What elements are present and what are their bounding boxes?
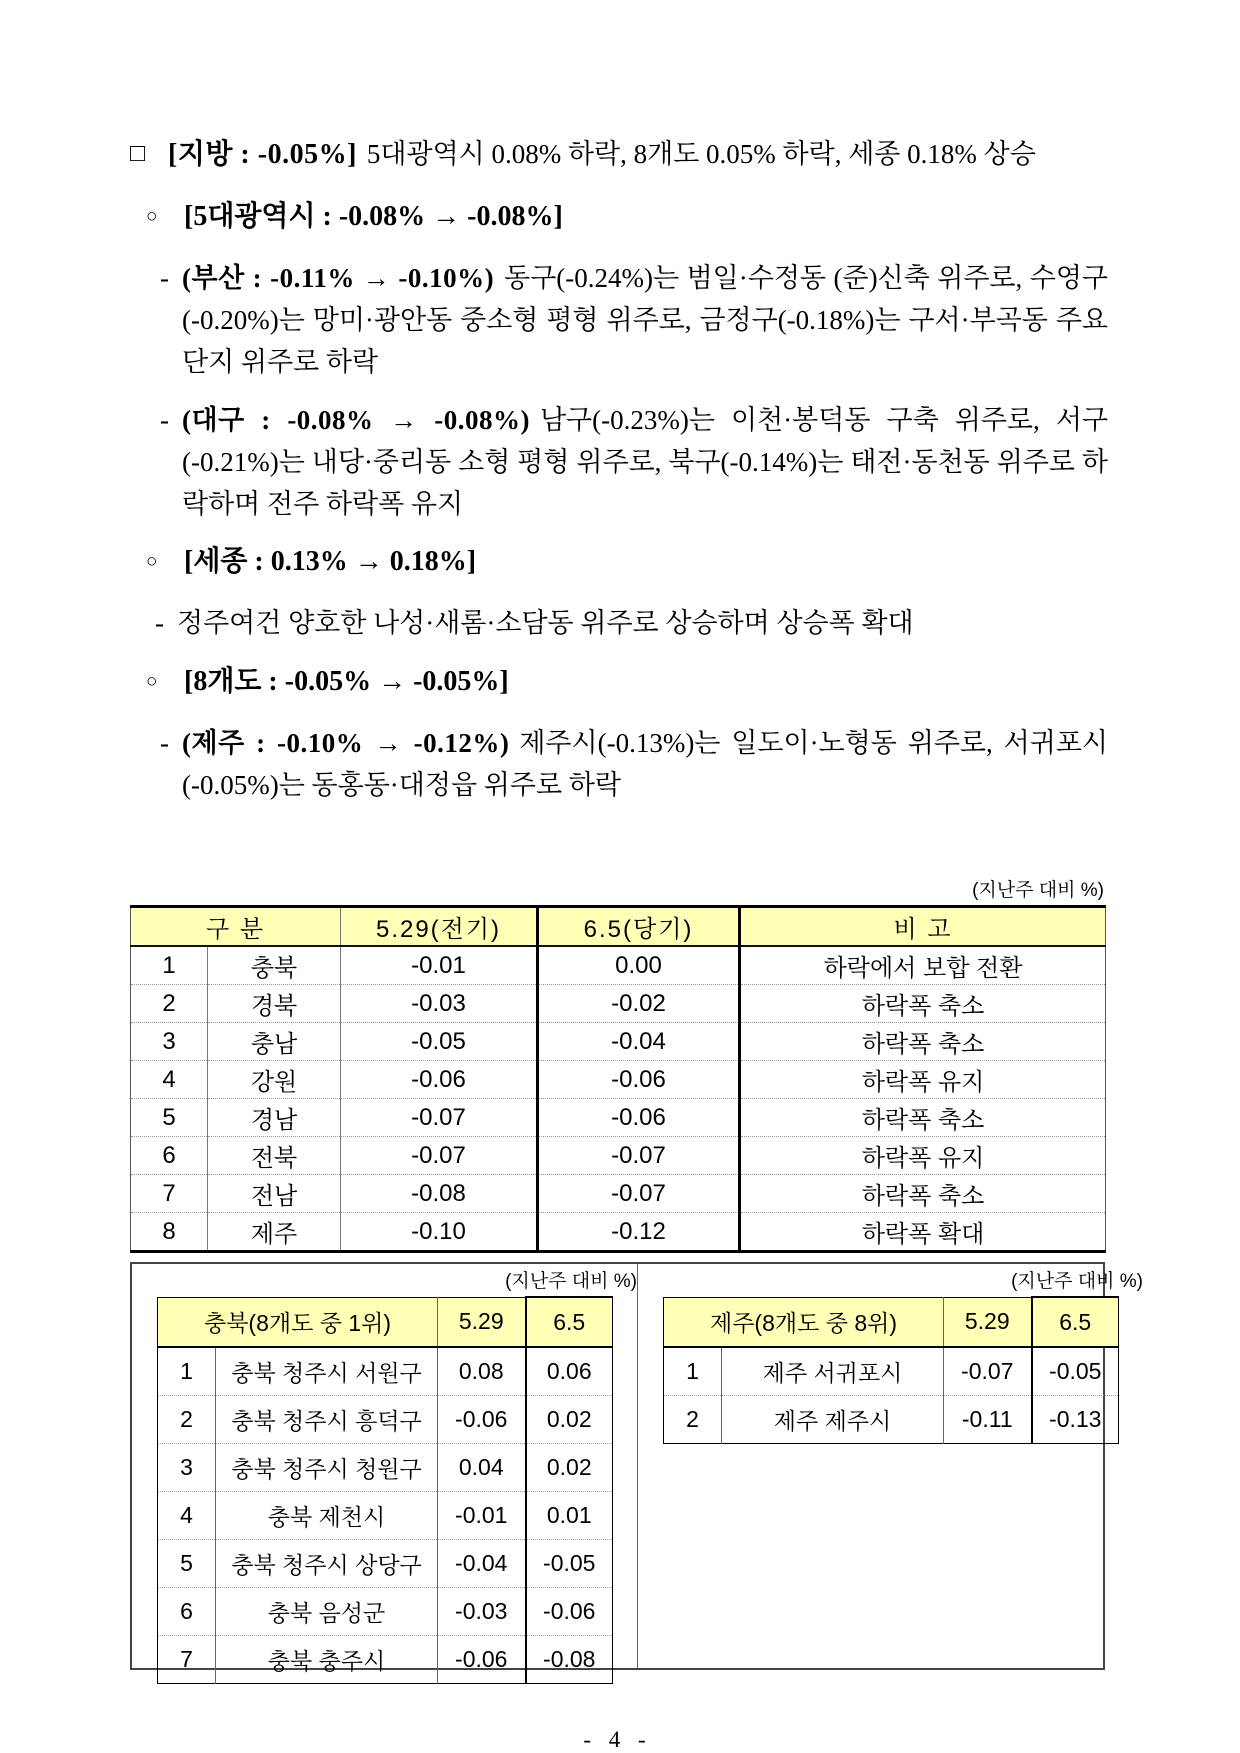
cell-curr: -0.08: [526, 1636, 613, 1684]
table-row: [158, 1636, 613, 1684]
para-text: [182, 399, 1108, 525]
cell-region: 제주 제주시: [722, 1396, 944, 1444]
table-header: [131, 907, 1106, 947]
dash-bullet-icon: -: [160, 728, 169, 758]
cell-curr: -0.13: [1032, 1396, 1119, 1444]
para-text: [182, 257, 1108, 383]
cell-note: 하락폭 유지: [740, 1137, 1106, 1175]
cell-curr: -0.04: [538, 1023, 740, 1061]
cell-region: 경남: [208, 1099, 341, 1137]
table-header: [664, 1297, 1119, 1347]
col-header-title: 충북(8개도 중 1위): [158, 1297, 438, 1347]
para-text: 정주여건 양호한 나성·새롬·소담동 위주로 상승하며 상승폭 확대: [177, 608, 914, 638]
table-row: [131, 1061, 1106, 1099]
cell-prev: -0.06: [438, 1396, 526, 1444]
cell-curr: -0.07: [538, 1137, 740, 1175]
cell-curr: -0.02: [538, 985, 740, 1023]
cell-prev: -0.03: [438, 1588, 526, 1636]
jeju-rate-bold: (제주 : -0.10% → -0.12%): [182, 728, 510, 758]
col-header-curr: 6.5(당기): [538, 907, 740, 947]
cell-region: 충북 청주시 청원구: [216, 1444, 438, 1492]
cell-prev: -0.01: [341, 946, 538, 985]
para-text: [5대광역시 : -0.08% → -0.08%]: [184, 201, 563, 232]
cell-curr: 0.01: [526, 1492, 613, 1540]
para-5metro-heading: [130, 196, 1108, 238]
table-row: [131, 985, 1106, 1023]
table-row: [664, 1347, 1119, 1396]
cell-curr: -0.06: [538, 1099, 740, 1137]
cell-rank: 6: [158, 1588, 216, 1636]
unit-caption: (지난주 대비 %): [505, 1271, 637, 1292]
jeju-rest: 제주시(-0.13%)는 일도이·노형동 위주로, 서귀포시(-0.05%)는 동홍동·대정읍 위주로 하락: [182, 728, 1108, 800]
para-jeju: [130, 722, 1108, 806]
table-row: [664, 1396, 1119, 1444]
cell-region: 전남: [208, 1175, 341, 1213]
cell-rank: 1: [686, 1358, 699, 1384]
cell-curr: -0.05: [526, 1540, 613, 1588]
col-header-title: 제주(8개도 중 8위): [664, 1297, 944, 1347]
circle-bullet-icon: ○: [146, 551, 158, 572]
cell-curr: -0.12: [538, 1213, 740, 1252]
cell-rank: 7: [131, 1175, 208, 1213]
para-sejong-heading: [130, 541, 1108, 583]
cell-region: 충남: [208, 1023, 341, 1061]
jibang-rest: 5대광역시 0.08% 하락, 8개도 0.05% 하락, 세종 0.18% 상승: [366, 139, 1036, 169]
para-daegu: [130, 399, 1108, 525]
circle-bullet-icon: ○: [146, 206, 158, 227]
table-row: [158, 1492, 613, 1540]
table-body: [664, 1347, 1119, 1444]
cell-rank: 1: [162, 951, 176, 979]
page-content: [130, 0, 1143, 1753]
table-row: [131, 1099, 1106, 1137]
para-text: [168, 133, 1108, 176]
table-header-row: [664, 1297, 1119, 1347]
region-summary-table: [130, 905, 1106, 1253]
cell-rank: 5: [158, 1540, 216, 1588]
cell-prev: -0.07: [341, 1137, 538, 1175]
square-bullet-icon: □: [130, 140, 146, 167]
para-text: [182, 722, 1108, 806]
table-row: [131, 1023, 1106, 1061]
cell-note: 하락폭 확대: [740, 1213, 1106, 1252]
table-body: [158, 1347, 613, 1684]
cell-note: 하락폭 축소: [740, 985, 1106, 1023]
table-header-row: [131, 907, 1106, 947]
cell-prev: -0.04: [438, 1540, 526, 1588]
cell-region: 충북 충주시: [216, 1636, 438, 1684]
cell-prev: -0.06: [438, 1636, 526, 1684]
cell-note: 하락폭 축소: [740, 1175, 1106, 1213]
cell-rank: 4: [158, 1492, 216, 1540]
cell-curr: -0.05: [1032, 1347, 1119, 1396]
table-row: [158, 1444, 613, 1492]
cell-rank: 1: [180, 1358, 193, 1384]
daegu-rate-bold: (대구 : -0.08% → -0.08%): [182, 405, 530, 435]
cell-curr: 0.02: [526, 1396, 613, 1444]
col-header-prev: 5.29(전기): [341, 907, 538, 947]
para-sejong-detail: [130, 602, 1108, 644]
cell-curr: -0.06: [538, 1061, 740, 1099]
chungbuk-rank-table: [157, 1296, 613, 1684]
cell-prev: -0.10: [341, 1213, 538, 1252]
table-header-row: [158, 1297, 613, 1347]
col-header-prev: 5.29: [438, 1297, 526, 1347]
cell-rank: 4: [131, 1061, 208, 1099]
cell-curr: -0.06: [526, 1588, 613, 1636]
para-jibang-summary: [130, 133, 1108, 176]
cell-region: 충북 청주시 흥덕구: [216, 1396, 438, 1444]
col-header-note: 비 고: [740, 907, 1106, 947]
cell-rank: 2: [158, 1396, 216, 1444]
page-number: - 4 -: [583, 1727, 652, 1752]
cell-prev: 0.08: [438, 1347, 526, 1396]
cell-region: 경북: [208, 985, 341, 1023]
cell-prev: 0.04: [438, 1444, 526, 1492]
cell-note: 하락폭 축소: [740, 1099, 1106, 1137]
cell-region: 충북 음성군: [216, 1588, 438, 1636]
cell-prev: -0.05: [341, 1023, 538, 1061]
cell-note: 하락폭 축소: [740, 1023, 1106, 1061]
cell-curr: 0.00: [538, 946, 740, 985]
daegu-rest: 남구(-0.23%)는 이천·봉덕동 구축 위주로, 서구(-0.21%)는 내당·중리동 소형 평형 위주로, 북구(-0.14%)는 태전·동천동 위주로 하락하며 전주 하락폭 유지: [182, 405, 1108, 519]
cell-region: 제주: [208, 1213, 341, 1252]
cell-prev: -0.07: [944, 1347, 1032, 1396]
rank-tables-container: [130, 1262, 1143, 1674]
cell-prev: -0.11: [944, 1396, 1032, 1444]
cell-curr: 0.02: [526, 1444, 613, 1492]
unit-caption: (지난주 대비 %): [1011, 1271, 1143, 1292]
cell-rank: 6: [131, 1137, 208, 1175]
cell-region: 제주 서귀포시: [722, 1347, 944, 1396]
cell-region: 충북: [208, 946, 341, 985]
cell-prev: -0.06: [341, 1061, 538, 1099]
cell-prev: -0.03: [341, 985, 538, 1023]
table-row: [158, 1347, 613, 1396]
table-row: [158, 1588, 613, 1636]
table-row: [131, 946, 1106, 985]
para-busan: [130, 257, 1108, 383]
dash-bullet-icon: -: [160, 263, 169, 293]
table-row: [131, 1137, 1106, 1175]
cell-region: 충북 청주시 상당구: [216, 1540, 438, 1588]
jeju-panel: [638, 1264, 1143, 1668]
table-row: [131, 1213, 1106, 1252]
para-text: [8개도 : -0.05% → -0.05%]: [184, 666, 509, 697]
col-header-curr: 6.5: [526, 1297, 613, 1347]
cell-rank: 2: [664, 1396, 722, 1444]
table-row: [158, 1540, 613, 1588]
col-header-prev: 5.29: [944, 1297, 1032, 1347]
cell-prev: -0.07: [341, 1099, 538, 1137]
table-row: [158, 1396, 613, 1444]
dash-bullet-icon: -: [160, 405, 169, 435]
busan-rate-bold: (부산 : -0.11% → -0.10%): [182, 263, 495, 293]
cell-curr: -0.07: [538, 1175, 740, 1213]
cell-curr: 0.06: [526, 1347, 613, 1396]
cell-region: 강원: [208, 1061, 341, 1099]
cell-region: 충북 제천시: [216, 1492, 438, 1540]
cell-rank: 2: [131, 985, 208, 1023]
jibang-rate-bold: [지방 : -0.05%]: [168, 139, 357, 170]
dash-bullet-icon: -: [155, 608, 164, 638]
cell-rank: 7: [158, 1636, 216, 1684]
cell-note: 하락폭 유지: [740, 1061, 1106, 1099]
cell-rank: 3: [158, 1444, 216, 1492]
circle-bullet-icon: ○: [146, 671, 158, 692]
cell-prev: -0.01: [438, 1492, 526, 1540]
cell-prev: -0.08: [341, 1175, 538, 1213]
chungbuk-panel: [132, 1264, 638, 1674]
cell-region: 충북 청주시 서원구: [216, 1347, 438, 1396]
cell-rank: 3: [131, 1023, 208, 1061]
unit-caption: (지난주 대비 %): [972, 880, 1104, 901]
para-8do-heading: [130, 661, 1108, 703]
table-header: [158, 1297, 613, 1347]
cell-region: 전북: [208, 1137, 341, 1175]
cell-rank: 5: [131, 1099, 208, 1137]
busan-rest: 동구(-0.24%)는 범일·수정동 (준)신축 위주로, 수영구(-0.20%)는 망미·광안동 중소형 평형 위주로, 금정구(-0.18%)는 구서·부곡동 주요단지 위주로 하락: [182, 263, 1108, 377]
para-text: [세종 : 0.13% → 0.18%]: [184, 546, 477, 577]
table-row: [131, 1175, 1106, 1213]
col-header-gubun: 구 분: [131, 907, 341, 947]
table-body: [131, 946, 1106, 1252]
cell-note: 하락에서 보합 전환: [823, 955, 1023, 982]
jeju-rank-table: [663, 1296, 1119, 1444]
col-header-curr: 6.5: [1032, 1297, 1119, 1347]
cell-rank: 8: [131, 1213, 208, 1252]
